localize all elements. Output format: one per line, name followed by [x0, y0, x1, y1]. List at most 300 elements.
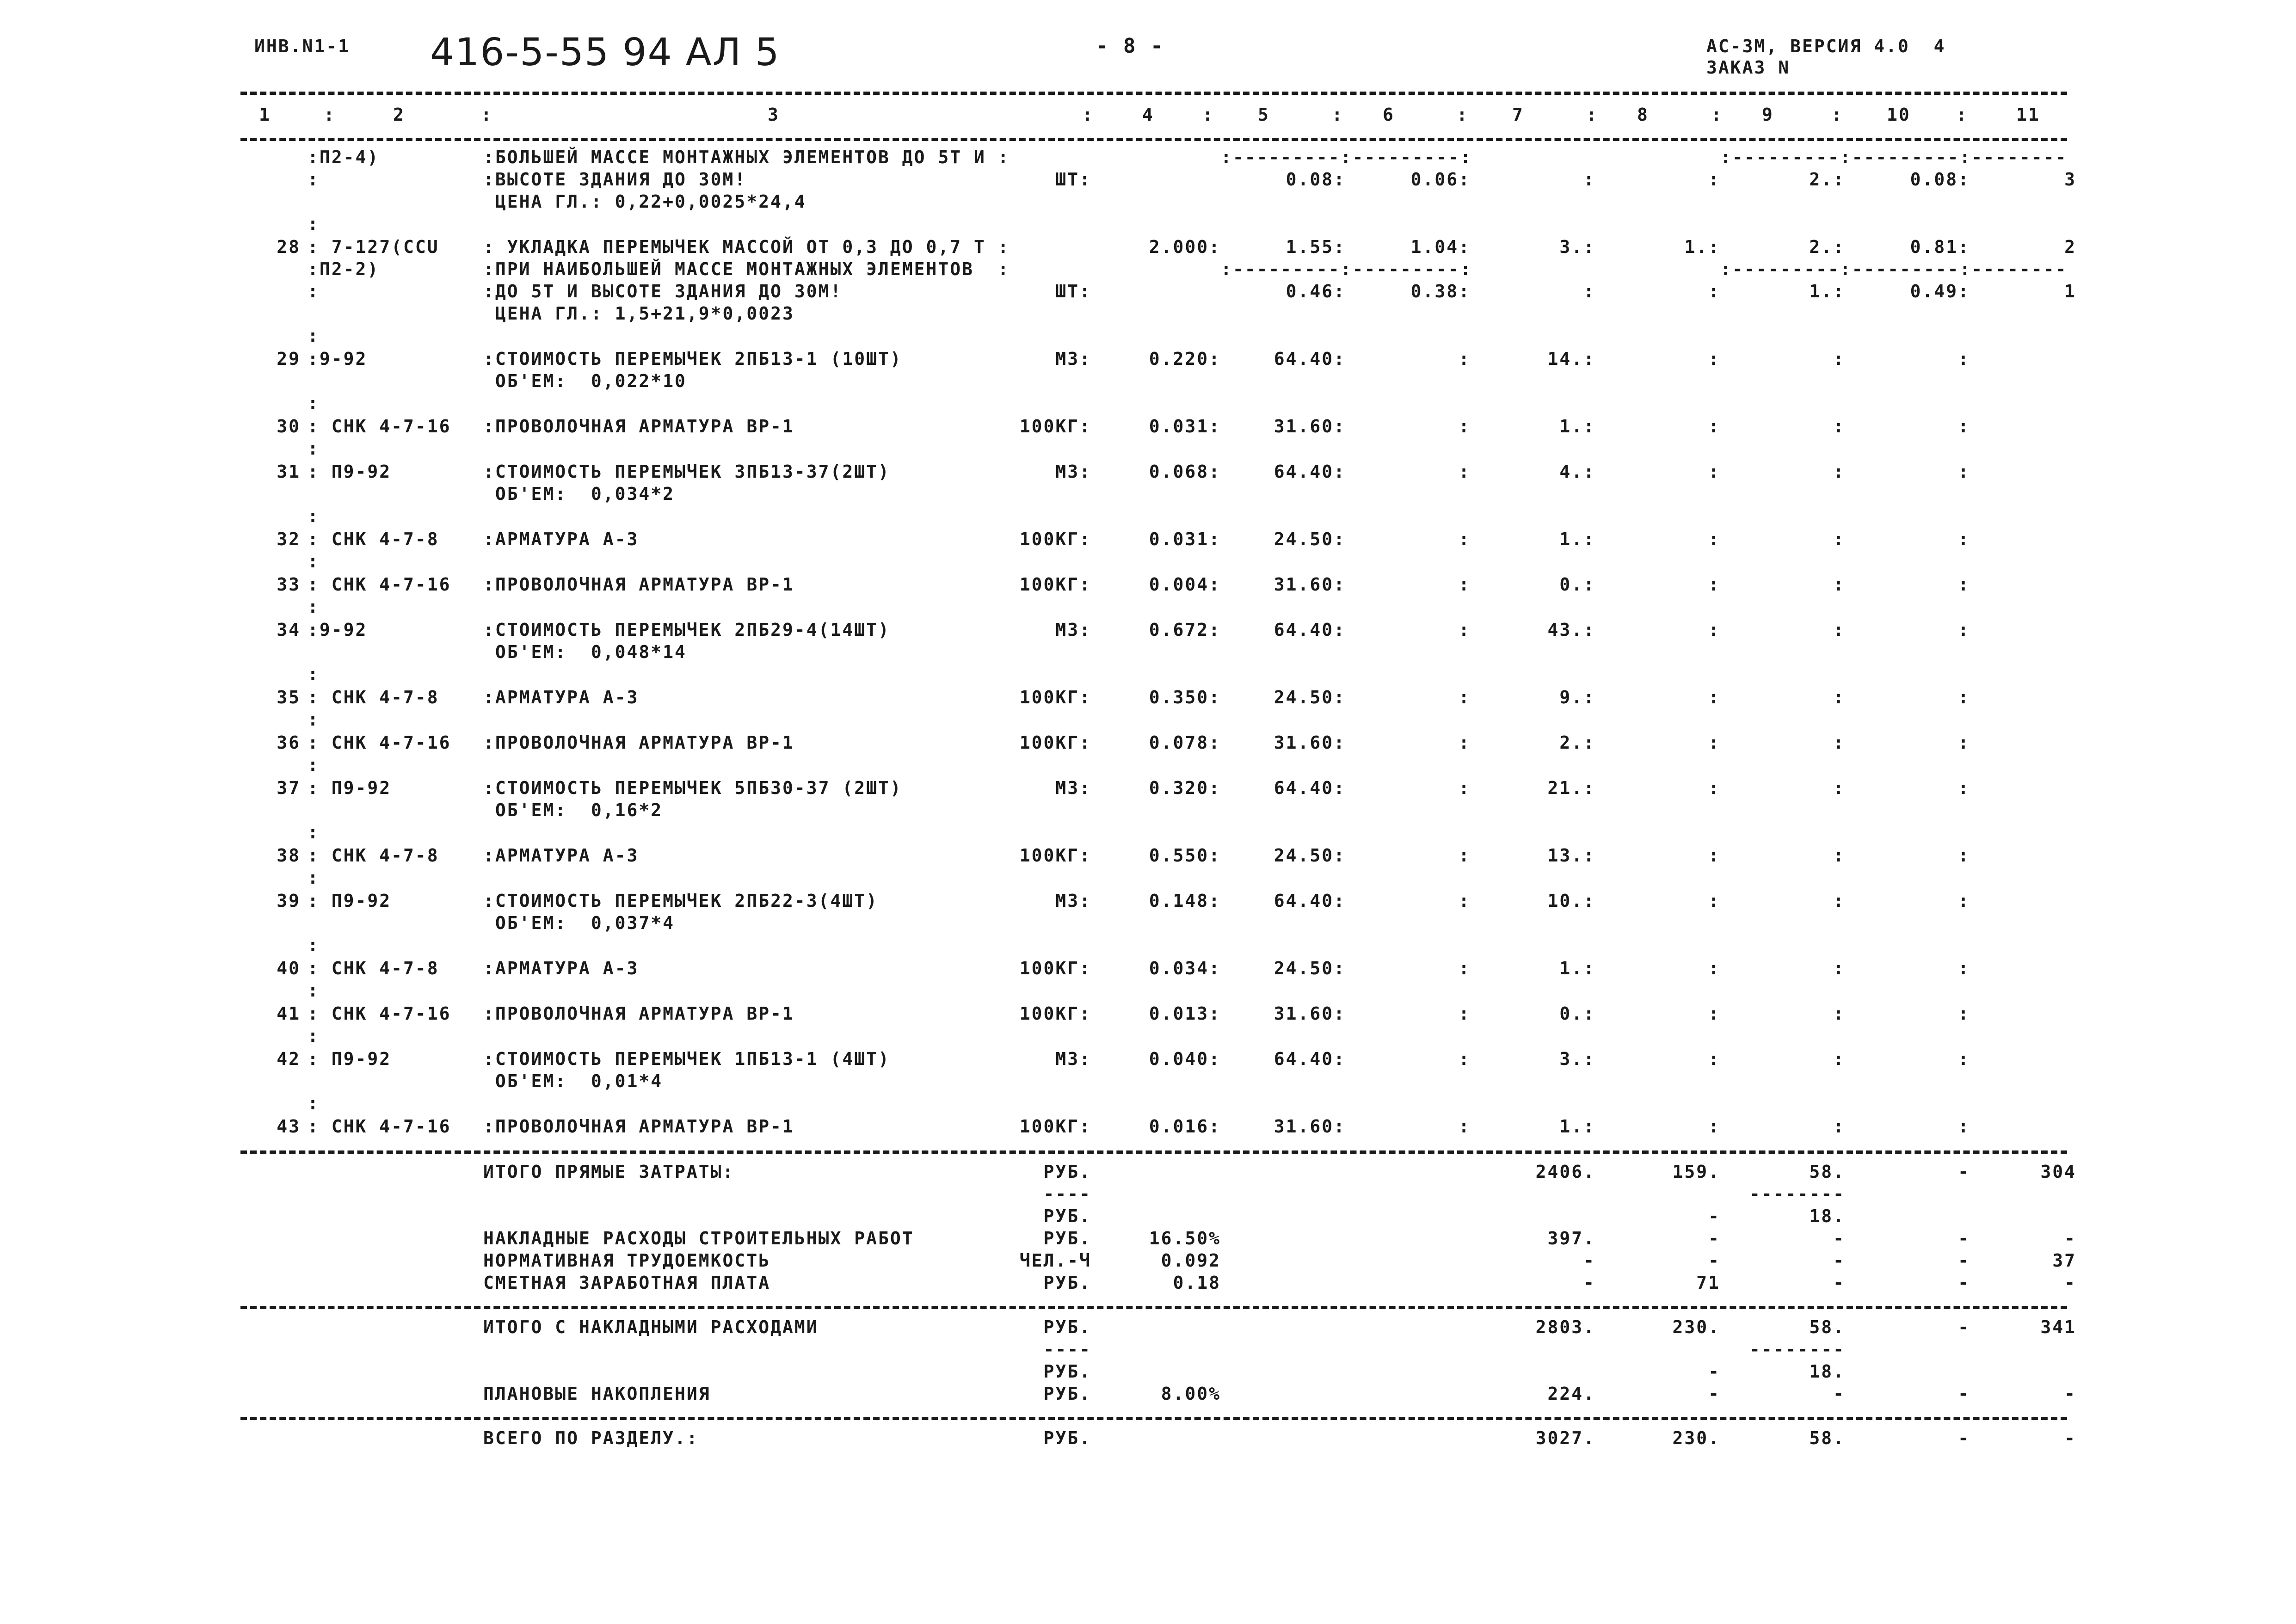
- table-row-3-c6: :: [1459, 349, 1471, 369]
- table-row-4-c7: 1.:: [1559, 416, 1595, 437]
- totals-row-2-c7: 224.: [1547, 1384, 1595, 1404]
- table-row-7-c9: :: [1833, 574, 1845, 595]
- table-row-16-c10: :: [1958, 1049, 1970, 1069]
- table-row-9-c8: :: [1708, 687, 1720, 707]
- totals-row-3-u: РУБ.: [1043, 1428, 1091, 1448]
- table-row-9-c5: 24.50:: [1274, 687, 1346, 707]
- table-row-15-c10: :: [1958, 1003, 1970, 1024]
- table-row-7-c10: :: [1958, 574, 1970, 595]
- totals-row-1-c3: ИТОГО ПРЯМЫЕ ЗАТРАТЫ:: [483, 1162, 735, 1182]
- table-row-5-c5: 64.40:: [1274, 461, 1346, 482]
- table-row-5-c2: : П9-92: [308, 461, 392, 482]
- column-header-2: 2: [393, 105, 405, 125]
- totals-row-3-c10: -: [1958, 1428, 1970, 1448]
- row-spacer-colons: :: [308, 755, 320, 775]
- table-row-17-c7: 1.:: [1559, 1116, 1595, 1137]
- totals-row-2-u: РУБ.: [1043, 1317, 1091, 1337]
- totals-row-1-c8: 159.: [1672, 1162, 1720, 1182]
- table-row-1-c6: 0.06:: [1410, 169, 1471, 190]
- table-row-2-c8: :: [1708, 281, 1720, 301]
- table-row-11-c7: 21.:: [1547, 778, 1595, 798]
- table-row-5-c6: :: [1459, 461, 1471, 482]
- table-row-7-c4: 0.004:: [1149, 574, 1221, 595]
- totals-row-1-c7: 397.: [1547, 1228, 1595, 1249]
- table-row-13-c4: 0.148:: [1149, 891, 1221, 911]
- table-row-2-c11: 2: [2064, 237, 2076, 257]
- table-row-13-c9: :: [1833, 891, 1845, 911]
- row-spacer-colons: :: [308, 935, 320, 955]
- table-row-8-c5: 64.40:: [1274, 620, 1346, 640]
- table-row-5-c9: :: [1833, 461, 1845, 482]
- totals-row-1-u: РУБ.: [1043, 1273, 1091, 1293]
- table-row-1-c9: :---------:---------:--------: [1720, 147, 2068, 167]
- table-row-5-c3: ОБ'ЕМ: 0,034*2: [483, 484, 675, 504]
- totals-row-1-c9: -: [1833, 1273, 1845, 1293]
- row-spacer-colons: :: [308, 214, 320, 234]
- table-row-8-c10: :: [1958, 620, 1970, 640]
- order-number: ЗАКАЗ N: [1706, 57, 1791, 78]
- totals-rule: [240, 1417, 2067, 1420]
- table-row-3-c3: :СТОИМОСТЬ ПЕРЕМЫЧЕК 2ПБ13-1 (10ШТ): [483, 349, 902, 369]
- totals-row-2-c10: -: [1958, 1384, 1970, 1404]
- totals-row-1-c11: -: [2064, 1273, 2076, 1293]
- totals-row-1-c4: 0.092: [1161, 1250, 1221, 1271]
- table-row-14-c8: :: [1708, 958, 1720, 978]
- table-row-17-c6: :: [1459, 1116, 1471, 1137]
- totals-row-1-c10: -: [1958, 1162, 1970, 1182]
- table-row-11-c6: :: [1459, 778, 1471, 798]
- column-separator: :: [1586, 105, 1597, 125]
- table-row-8-u: М3:: [1055, 620, 1091, 640]
- totals-rule: [240, 1150, 2067, 1154]
- table-row-16-c6: :: [1459, 1049, 1471, 1069]
- column-separator: :: [1202, 105, 1213, 125]
- table-row-10-c9: :: [1833, 732, 1845, 753]
- table-row-13-c2: : П9-92: [308, 891, 392, 911]
- table-row-7-c2: : СНК 4-7-16: [308, 574, 451, 595]
- table-row-8-c3: :СТОИМОСТЬ ПЕРЕМЫЧЕК 2ПБ29-4(14ШТ): [483, 620, 890, 640]
- row-spacer-colons: :: [308, 822, 320, 843]
- table-row-2-c10: 0.81:: [1910, 237, 1970, 257]
- totals-row-1-c4: 0.18: [1173, 1273, 1221, 1293]
- totals-row-1-c3: СМЕТНАЯ ЗАРАБОТНАЯ ПЛАТА: [483, 1273, 771, 1293]
- table-row-13-c7: 10.:: [1547, 891, 1595, 911]
- table-row-17-c10: :: [1958, 1116, 1970, 1137]
- table-row-12-c4: 0.550:: [1149, 845, 1221, 866]
- table-row-12-c8: :: [1708, 845, 1720, 866]
- table-row-1-c3: :БОЛЬШЕЙ МАССЕ МОНТАЖНЫХ ЭЛЕМЕНТОВ ДО 5Т И :: [483, 147, 1010, 167]
- table-row-13-c5: 64.40:: [1274, 891, 1346, 911]
- table-row-11-c1: 37: [277, 778, 301, 798]
- column-separator: :: [1831, 105, 1842, 125]
- table-row-9-c1: 35: [277, 687, 301, 707]
- totals-row-1-c8: -: [1708, 1250, 1720, 1271]
- table-row-6-c9: :: [1833, 529, 1845, 549]
- table-row-10-c2: : СНК 4-7-16: [308, 732, 451, 753]
- table-row-16-c9: :: [1833, 1049, 1845, 1069]
- totals-row-1-c9: 58.: [1809, 1162, 1845, 1182]
- table-row-1-c3: :ВЫСОТЕ ЗДАНИЯ ДО 30М!: [483, 169, 747, 190]
- table-row-1-c11: 3: [2064, 169, 2076, 190]
- totals-row-3-c7: 3027.: [1535, 1428, 1595, 1448]
- table-row-13-c3: :СТОИМОСТЬ ПЕРЕМЫЧЕК 2ПБ22-3(4ШТ): [483, 891, 878, 911]
- table-row-4-c5: 31.60:: [1274, 416, 1346, 437]
- column-separator: :: [1711, 105, 1722, 125]
- table-row-14-c10: :: [1958, 958, 1970, 978]
- table-row-4-u: 100КГ:: [1019, 416, 1091, 437]
- table-row-11-c10: :: [1958, 778, 1970, 798]
- table-row-10-c8: :: [1708, 732, 1720, 753]
- totals-row-1-c8: 71: [1696, 1273, 1720, 1293]
- column-separator: :: [481, 105, 492, 125]
- table-row-10-c5: 31.60:: [1274, 732, 1346, 753]
- totals-row-1-c3: НАКЛАДНЫЕ РАСХОДЫ СТРОИТЕЛЬНЫХ РАБОТ: [483, 1228, 914, 1249]
- totals-row-3-c9: 58.: [1809, 1428, 1845, 1448]
- table-row-4-c2: : СНК 4-7-16: [308, 416, 451, 437]
- totals-row-1-u: РУБ.: [1043, 1206, 1091, 1226]
- table-row-2-c3: :ДО 5Т И ВЫСОТЕ ЗДАНИЯ ДО 30М!: [483, 281, 843, 301]
- totals-row-1-c11: 304: [2040, 1162, 2076, 1182]
- totals-row-1-u: РУБ.: [1043, 1162, 1091, 1182]
- table-row-7-c3: :ПРОВОЛОЧНАЯ АРМАТУРА ВР-1: [483, 574, 794, 595]
- table-row-4-c4: 0.031:: [1149, 416, 1221, 437]
- totals-row-2-u: РУБ.: [1043, 1361, 1091, 1382]
- totals-row-1-c9: -: [1833, 1250, 1845, 1271]
- table-row-12-c1: 38: [277, 845, 301, 866]
- totals-row-2-u: РУБ.: [1043, 1384, 1091, 1404]
- table-row-2-c9: 2.:: [1809, 237, 1845, 257]
- column-separator: :: [1082, 105, 1093, 125]
- column-header-11: 11: [2016, 105, 2040, 125]
- table-row-8-c9: :: [1833, 620, 1845, 640]
- table-row-5-c7: 4.:: [1559, 461, 1595, 482]
- column-separator: :: [1332, 105, 1342, 125]
- totals-row-1-c10: -: [1958, 1273, 1970, 1293]
- table-row-2-c2: : 7-127(ССU: [308, 237, 439, 257]
- table-row-7-c8: :: [1708, 574, 1720, 595]
- table-row-14-c2: : СНК 4-7-8: [308, 958, 439, 978]
- column-header-10: 10: [1887, 105, 1911, 125]
- table-row-16-c3: :СТОИМОСТЬ ПЕРЕМЫЧЕК 1ПБ13-1 (4ШТ): [483, 1049, 890, 1069]
- table-row-16-c4: 0.040:: [1149, 1049, 1221, 1069]
- table-row-1-c2: :П2-4): [308, 147, 380, 167]
- table-row-15-c9: :: [1833, 1003, 1845, 1024]
- table-row-15-c2: : СНК 4-7-16: [308, 1003, 451, 1024]
- column-header-5: 5: [1258, 105, 1270, 125]
- table-row-15-c4: 0.013:: [1149, 1003, 1221, 1024]
- table-row-12-c5: 24.50:: [1274, 845, 1346, 866]
- table-row-17-c5: 31.60:: [1274, 1116, 1346, 1137]
- table-row-15-c8: :: [1708, 1003, 1720, 1024]
- table-row-1-c2: :: [308, 169, 320, 190]
- row-spacer-colons: :: [308, 393, 320, 413]
- totals-row-1-u: ЧЕЛ.-Ч: [1019, 1250, 1091, 1271]
- table-row-17-c3: :ПРОВОЛОЧНАЯ АРМАТУРА ВР-1: [483, 1116, 794, 1137]
- totals-row-1-c9: --------: [1749, 1184, 1845, 1204]
- table-row-12-c3: :АРМАТУРА А-3: [483, 845, 639, 866]
- table-row-17-c1: 43: [277, 1116, 301, 1137]
- totals-row-3-c3: ВСЕГО ПО РАЗДЕЛУ.:: [483, 1428, 699, 1448]
- table-row-10-u: 100КГ:: [1019, 732, 1091, 753]
- totals-row-1-c3: НОРМАТИВНАЯ ТРУДОЕМКОСТЬ: [483, 1250, 771, 1271]
- table-row-5-u: М3:: [1055, 461, 1091, 482]
- row-spacer-colons: :: [308, 867, 320, 888]
- totals-row-1-u: РУБ.: [1043, 1228, 1091, 1249]
- table-row-9-c9: :: [1833, 687, 1845, 707]
- table-row-2-c8: 1.:: [1684, 237, 1720, 257]
- table-row-9-c2: : СНК 4-7-8: [308, 687, 439, 707]
- table-row-15-u: 100КГ:: [1019, 1003, 1091, 1024]
- table-row-5-c3: :СТОИМОСТЬ ПЕРЕМЫЧЕК 3ПБ13-37(2ШТ): [483, 461, 890, 482]
- table-row-16-c5: 64.40:: [1274, 1049, 1346, 1069]
- table-row-9-c6: :: [1459, 687, 1471, 707]
- totals-row-1-c7: 2406.: [1535, 1162, 1595, 1182]
- totals-row-1-u: ----: [1043, 1184, 1091, 1204]
- row-spacer-colons: :: [308, 1026, 320, 1046]
- totals-row-1-c9: -: [1833, 1228, 1845, 1249]
- column-header-1: 1: [259, 105, 271, 125]
- row-spacer-colons: :: [308, 326, 320, 346]
- table-row-10-c4: 0.078:: [1149, 732, 1221, 753]
- column-separator: :: [1956, 105, 1967, 125]
- table-row-16-c8: :: [1708, 1049, 1720, 1069]
- table-row-17-c9: :: [1833, 1116, 1845, 1137]
- program-version: АС-3М, ВЕРСИЯ 4.0 4: [1706, 36, 1946, 56]
- table-row-7-c6: :: [1459, 574, 1471, 595]
- table-row-2-c2: :П2-2): [308, 259, 380, 279]
- row-spacer-colons: :: [308, 597, 320, 617]
- totals-row-3-c8: 230.: [1672, 1428, 1720, 1448]
- table-row-3-c10: :: [1958, 349, 1970, 369]
- table-row-1-u: ШТ:: [1055, 169, 1091, 190]
- table-row-11-c5: 64.40:: [1274, 778, 1346, 798]
- row-spacer-colons: :: [308, 980, 320, 1001]
- table-row-6-c5: 24.50:: [1274, 529, 1346, 549]
- table-row-3-c1: 29: [277, 349, 301, 369]
- totals-row-2-c3: ПЛАНОВЫЕ НАКОПЛЕНИЯ: [483, 1384, 711, 1404]
- totals-row-1-c9: 18.: [1809, 1206, 1845, 1226]
- table-row-10-c7: 2.:: [1559, 732, 1595, 753]
- table-row-3-c4: 0.220:: [1149, 349, 1221, 369]
- table-row-1-c8: :: [1708, 169, 1720, 190]
- totals-row-2-c11: 341: [2040, 1317, 2076, 1337]
- table-row-4-c1: 30: [277, 416, 301, 437]
- table-row-6-c6: :: [1459, 529, 1471, 549]
- table-row-11-c9: :: [1833, 778, 1845, 798]
- table-row-3-c5: 64.40:: [1274, 349, 1346, 369]
- table-row-5-c8: :: [1708, 461, 1720, 482]
- table-row-7-c1: 33: [277, 574, 301, 595]
- document-code-handwritten: 416-5-55 94 АЛ 5: [430, 31, 780, 74]
- totals-row-2-c3: ИТОГО С НАКЛАДНЫМИ РАСХОДАМИ: [483, 1317, 819, 1337]
- table-row-3-c3: ОБ'ЕМ: 0,022*10: [483, 371, 687, 391]
- table-row-11-c4: 0.320:: [1149, 778, 1221, 798]
- totals-row-2-c11: -: [2064, 1384, 2076, 1404]
- table-row-2-c4: 2.000:: [1149, 237, 1221, 257]
- table-row-4-c8: :: [1708, 416, 1720, 437]
- table-row-7-u: 100КГ:: [1019, 574, 1091, 595]
- table-row-6-c1: 32: [277, 529, 301, 549]
- table-row-17-u: 100КГ:: [1019, 1116, 1091, 1137]
- totals-row-1-c7: -: [1583, 1250, 1595, 1271]
- table-row-6-u: 100КГ:: [1019, 529, 1091, 549]
- table-row-10-c10: :: [1958, 732, 1970, 753]
- table-row-14-c7: 1.:: [1559, 958, 1595, 978]
- table-row-15-c6: :: [1459, 1003, 1471, 1024]
- table-row-1-c5: 0.08:: [1286, 169, 1346, 190]
- table-row-1-c7: :: [1583, 169, 1595, 190]
- table-row-2-u: ШТ:: [1055, 281, 1091, 301]
- table-row-6-c8: :: [1708, 529, 1720, 549]
- column-header-3: 3: [768, 105, 780, 125]
- table-row-9-c4: 0.350:: [1149, 687, 1221, 707]
- table-row-12-c9: :: [1833, 845, 1845, 866]
- table-row-8-c1: 34: [277, 620, 301, 640]
- table-row-15-c7: 0.:: [1559, 1003, 1595, 1024]
- table-row-2-c9: 1.:: [1809, 281, 1845, 301]
- totals-rule: [240, 1306, 2067, 1309]
- table-row-5-c4: 0.068:: [1149, 461, 1221, 482]
- row-spacer-colons: :: [308, 1093, 320, 1113]
- table-row-5-c1: 31: [277, 461, 301, 482]
- column-header-7: 7: [1512, 105, 1524, 125]
- table-row-13-c3: ОБ'ЕМ: 0,037*4: [483, 913, 675, 933]
- table-row-12-c7: 13.:: [1547, 845, 1595, 866]
- table-row-16-c2: : П9-92: [308, 1049, 392, 1069]
- table-row-12-u: 100КГ:: [1019, 845, 1091, 866]
- table-row-9-c7: 9.:: [1559, 687, 1595, 707]
- table-row-1-c3: ЦЕНА ГЛ.: 0,22+0,0025*24,4: [483, 191, 806, 212]
- table-row-10-c6: :: [1459, 732, 1471, 753]
- table-row-15-c1: 41: [277, 1003, 301, 1024]
- table-row-2-c3: :ПРИ НАИБОЛЬШЕЙ МАССЕ МОНТАЖНЫХ ЭЛЕМЕНТОВ :: [483, 259, 1010, 279]
- table-row-1-c10: 0.08:: [1910, 169, 1970, 190]
- table-row-10-c3: :ПРОВОЛОЧНАЯ АРМАТУРА ВР-1: [483, 732, 794, 753]
- totals-row-2-c7: 2803.: [1535, 1317, 1595, 1337]
- table-row-13-u: М3:: [1055, 891, 1091, 911]
- table-row-13-c6: :: [1459, 891, 1471, 911]
- totals-row-1-c7: -: [1583, 1273, 1595, 1293]
- table-row-12-c2: : СНК 4-7-8: [308, 845, 439, 866]
- totals-row-2-c9: -: [1833, 1384, 1845, 1404]
- table-row-3-c8: :: [1708, 349, 1720, 369]
- table-row-11-c3: :СТОИМОСТЬ ПЕРЕМЫЧЕК 5ПБ30-37 (2ШТ): [483, 778, 902, 798]
- column-header-6: 6: [1383, 105, 1395, 125]
- table-row-14-c1: 40: [277, 958, 301, 978]
- table-row-2-c2: :: [308, 281, 320, 301]
- table-row-8-c2: :9-92: [308, 620, 368, 640]
- totals-row-1-c10: -: [1958, 1250, 1970, 1271]
- table-row-15-c5: 31.60:: [1274, 1003, 1346, 1024]
- totals-row-1-c11: -: [2064, 1228, 2076, 1249]
- table-row-4-c3: :ПРОВОЛОЧНАЯ АРМАТУРА ВР-1: [483, 416, 794, 437]
- page-number: - 8 -: [1096, 34, 1164, 58]
- table-row-2-c10: 0.49:: [1910, 281, 1970, 301]
- table-row-8-c8: :: [1708, 620, 1720, 640]
- table-row-2-c5: 1.55:: [1286, 237, 1346, 257]
- header-rule-top: [240, 92, 2067, 95]
- inventory-number: ИНВ.N1-1: [254, 36, 351, 56]
- header-rule-bottom: [240, 138, 2067, 141]
- totals-row-1-c8: -: [1708, 1228, 1720, 1249]
- table-row-3-c2: :9-92: [308, 349, 368, 369]
- table-row-11-c2: : П9-92: [308, 778, 392, 798]
- table-row-17-c2: : СНК 4-7-16: [308, 1116, 451, 1137]
- table-row-17-c8: :: [1708, 1116, 1720, 1137]
- table-row-6-c10: :: [1958, 529, 1970, 549]
- table-row-10-c1: 36: [277, 732, 301, 753]
- table-row-2-c3: ЦЕНА ГЛ.: 1,5+21,9*0,0023: [483, 303, 794, 324]
- table-row-11-u: М3:: [1055, 778, 1091, 798]
- totals-row-2-c9: 18.: [1809, 1361, 1845, 1382]
- table-row-6-c4: 0.031:: [1149, 529, 1221, 549]
- table-row-4-c10: :: [1958, 416, 1970, 437]
- table-row-6-c7: 1.:: [1559, 529, 1595, 549]
- table-row-6-c3: :АРМАТУРА А-3: [483, 529, 639, 549]
- table-row-11-c8: :: [1708, 778, 1720, 798]
- table-row-2-c3: : УКЛАДКА ПЕРЕМЫЧЕК МАССОЙ ОТ 0,3 ДО 0,7 Т :: [483, 237, 1010, 257]
- table-row-16-u: М3:: [1055, 1049, 1091, 1069]
- row-spacer-colons: :: [308, 551, 320, 572]
- table-row-2-c5: :---------:---------:: [1221, 259, 1472, 279]
- totals-row-1-c10: -: [1958, 1228, 1970, 1249]
- table-row-5-c10: :: [1958, 461, 1970, 482]
- table-row-8-c7: 43.:: [1547, 620, 1595, 640]
- table-row-14-c9: :: [1833, 958, 1845, 978]
- table-row-16-c7: 3.:: [1559, 1049, 1595, 1069]
- table-row-15-c3: :ПРОВОЛОЧНАЯ АРМАТУРА ВР-1: [483, 1003, 794, 1024]
- totals-row-2-c9: 58.: [1809, 1317, 1845, 1337]
- row-spacer-colons: :: [308, 506, 320, 526]
- table-row-2-c5: 0.46:: [1286, 281, 1346, 301]
- table-row-16-c1: 42: [277, 1049, 301, 1069]
- table-row-2-c7: :: [1583, 281, 1595, 301]
- table-row-4-c9: :: [1833, 416, 1845, 437]
- table-row-2-c6: 1.04:: [1410, 237, 1471, 257]
- table-row-8-c6: :: [1459, 620, 1471, 640]
- totals-row-2-u: ----: [1043, 1339, 1091, 1359]
- table-row-1-c9: 2.:: [1809, 169, 1845, 190]
- row-spacer-colons: :: [308, 664, 320, 684]
- table-row-13-c1: 39: [277, 891, 301, 911]
- table-row-9-c3: :АРМАТУРА А-3: [483, 687, 639, 707]
- table-row-1-c5: :---------:---------:: [1221, 147, 1472, 167]
- table-row-8-c4: 0.672:: [1149, 620, 1221, 640]
- table-row-3-c9: :: [1833, 349, 1845, 369]
- column-header-4: 4: [1142, 105, 1154, 125]
- column-separator: :: [1457, 105, 1467, 125]
- table-row-11-c3: ОБ'ЕМ: 0,16*2: [483, 800, 663, 820]
- table-row-9-u: 100КГ:: [1019, 687, 1091, 707]
- table-row-8-c3: ОБ'ЕМ: 0,048*14: [483, 642, 687, 662]
- table-row-12-c6: :: [1459, 845, 1471, 866]
- table-row-3-c7: 14.:: [1547, 349, 1595, 369]
- totals-row-2-c4: 8.00%: [1161, 1384, 1221, 1404]
- totals-row-2-c9: --------: [1749, 1339, 1845, 1359]
- table-row-7-c5: 31.60:: [1274, 574, 1346, 595]
- table-row-12-c10: :: [1958, 845, 1970, 866]
- row-spacer-colons: :: [308, 438, 320, 459]
- table-row-6-c2: : СНК 4-7-8: [308, 529, 439, 549]
- totals-row-1-c11: 37: [2052, 1250, 2076, 1271]
- table-row-3-u: М3:: [1055, 349, 1091, 369]
- table-row-2-c6: 0.38:: [1410, 281, 1471, 301]
- table-row-14-c4: 0.034:: [1149, 958, 1221, 978]
- column-separator: :: [324, 105, 334, 125]
- totals-row-2-c8: -: [1708, 1361, 1720, 1382]
- table-row-14-c5: 24.50:: [1274, 958, 1346, 978]
- table-row-13-c10: :: [1958, 891, 1970, 911]
